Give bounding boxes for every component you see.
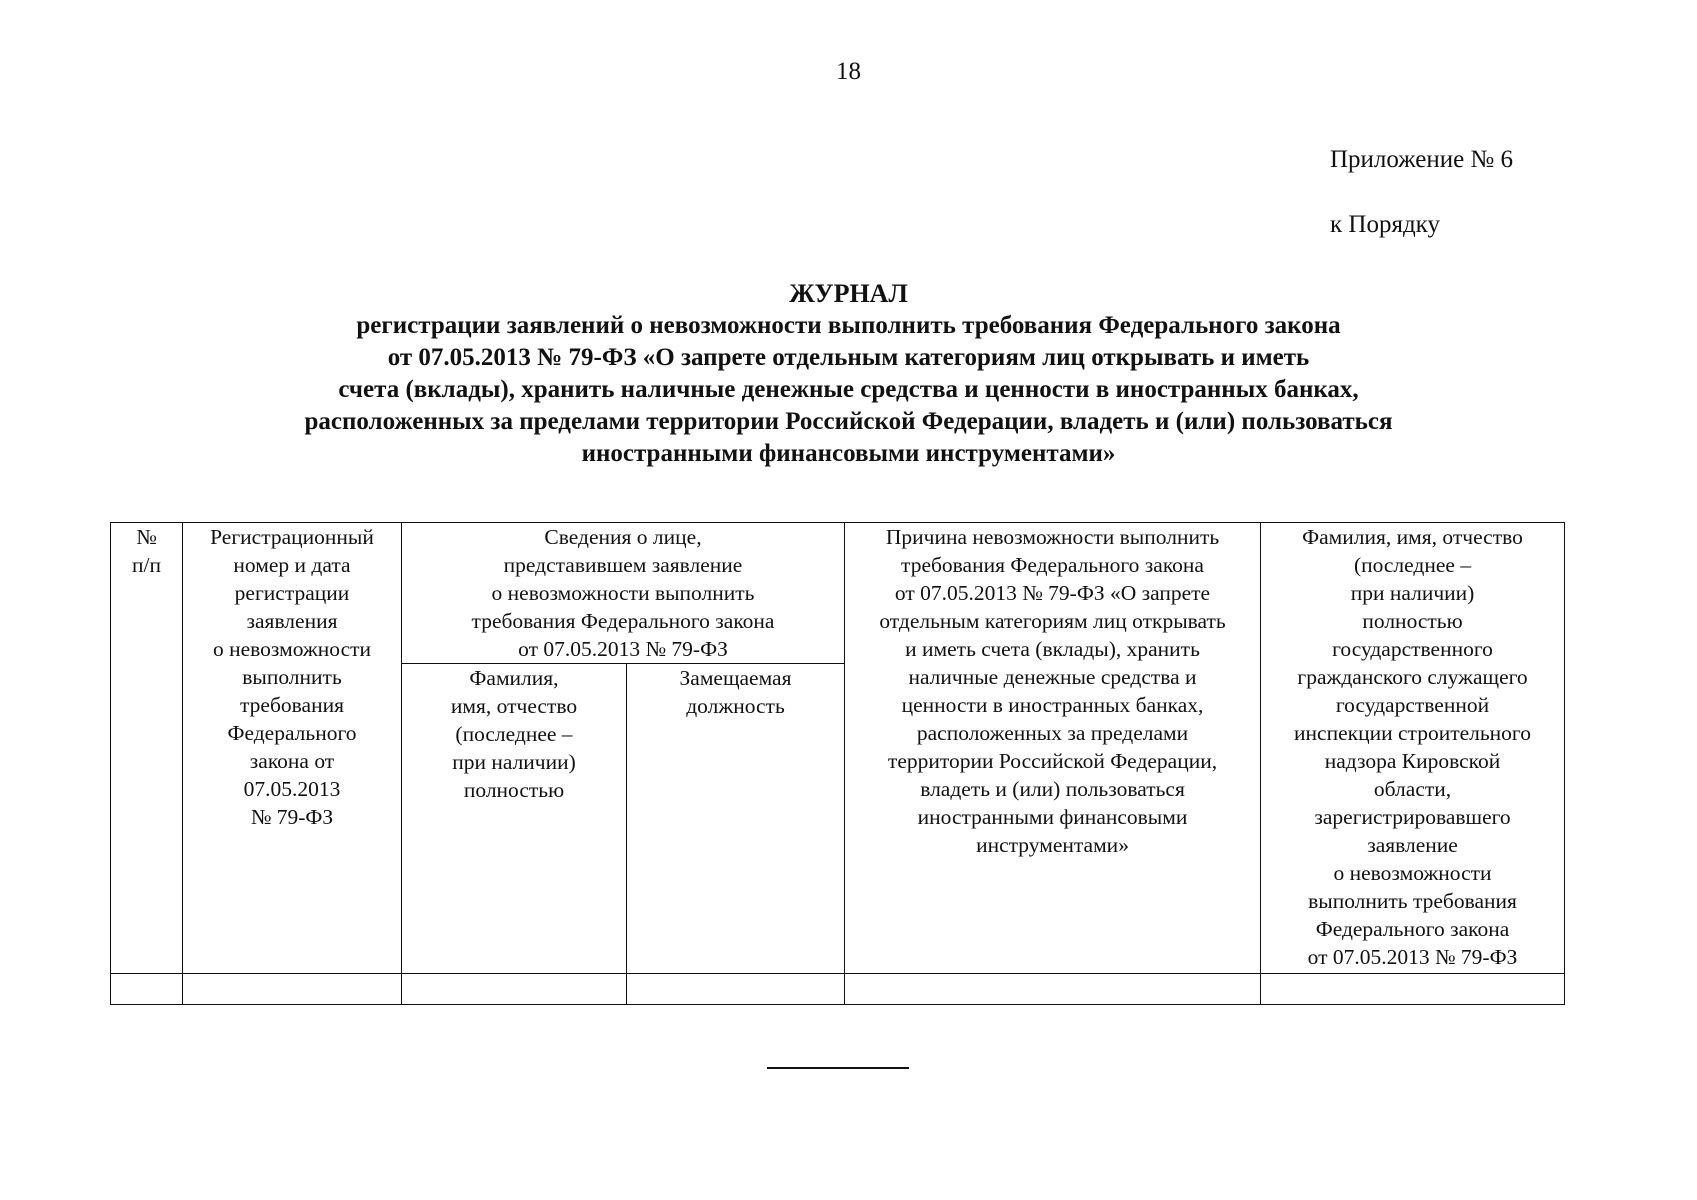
title-heading: ЖУРНАЛ bbox=[789, 279, 908, 308]
appendix-reference: к Порядку bbox=[1330, 211, 1440, 238]
title-line-2: от 07.05.2013 № 79-ФЗ «О запрете отдельным категориям лиц открывать и иметь bbox=[387, 344, 1310, 371]
appendix-number: Приложение № 6 bbox=[1330, 146, 1514, 173]
title-line-4: расположенных за пределами территории Российской Федерации, владеть и (или) пользоваться bbox=[304, 408, 1393, 435]
title-line-3: счета (вклады), хранить наличные денежные средства и ценности в иностранных банках, bbox=[338, 376, 1359, 403]
journal-table bbox=[110, 522, 1565, 1005]
header-registration: Регистрационный номер и дата регистрации заявления о невозможности выполнить требования Федерального закона от 07.05.2013 № 79-ФЗ bbox=[183, 523, 402, 974]
table-cell bbox=[627, 974, 845, 1005]
table-cell bbox=[111, 974, 183, 1005]
page-number: 18 bbox=[836, 58, 861, 85]
header-number: № п/п bbox=[111, 523, 183, 974]
title-line-5: иностранными финансовыми инструментами» bbox=[581, 440, 1116, 467]
title-line-1: регистрации заявлений о невозможности выполнить требования Федерального закона bbox=[356, 312, 1341, 339]
header-person-position: Замещаемая должность bbox=[627, 664, 845, 974]
table-cell bbox=[183, 974, 402, 1005]
header-reason: Причина невозможности выполнить требования Федерального закона от 07.05.2013 № 79-ФЗ «О запрете отдельным категориям лиц открывать и иметь счета (вклады), хранить наличные денежные средства и ценности в иностранных банках, расположенных за пределами территории Российской Федерации, владеть и (или) пользоваться иностранными финансовыми инструментами» bbox=[845, 523, 1261, 974]
table-header-row-1 bbox=[111, 523, 1565, 664]
table-row bbox=[111, 974, 1565, 1005]
table-cell bbox=[845, 974, 1261, 1005]
document-title bbox=[0, 278, 1697, 470]
table-cell bbox=[1261, 974, 1565, 1005]
table-cell bbox=[402, 974, 627, 1005]
header-person-name: Фамилия, имя, отчество (последнее – при наличии) полностью bbox=[402, 664, 627, 974]
header-official: Фамилия, имя, отчество (последнее – при наличии) полностью государственного гражданского служащего государственной инспекции строительного надзора Кировской области, зарегистрировавшего заявление о невозможности выполнить требования Федерального закона от 07.05.2013 № 79-ФЗ bbox=[1261, 523, 1565, 974]
header-person-info: Сведения о лице, представившем заявление о невозможности выполнить требования Федерального закона от 07.05.2013 № 79-ФЗ bbox=[402, 523, 845, 664]
end-divider bbox=[767, 1067, 909, 1069]
